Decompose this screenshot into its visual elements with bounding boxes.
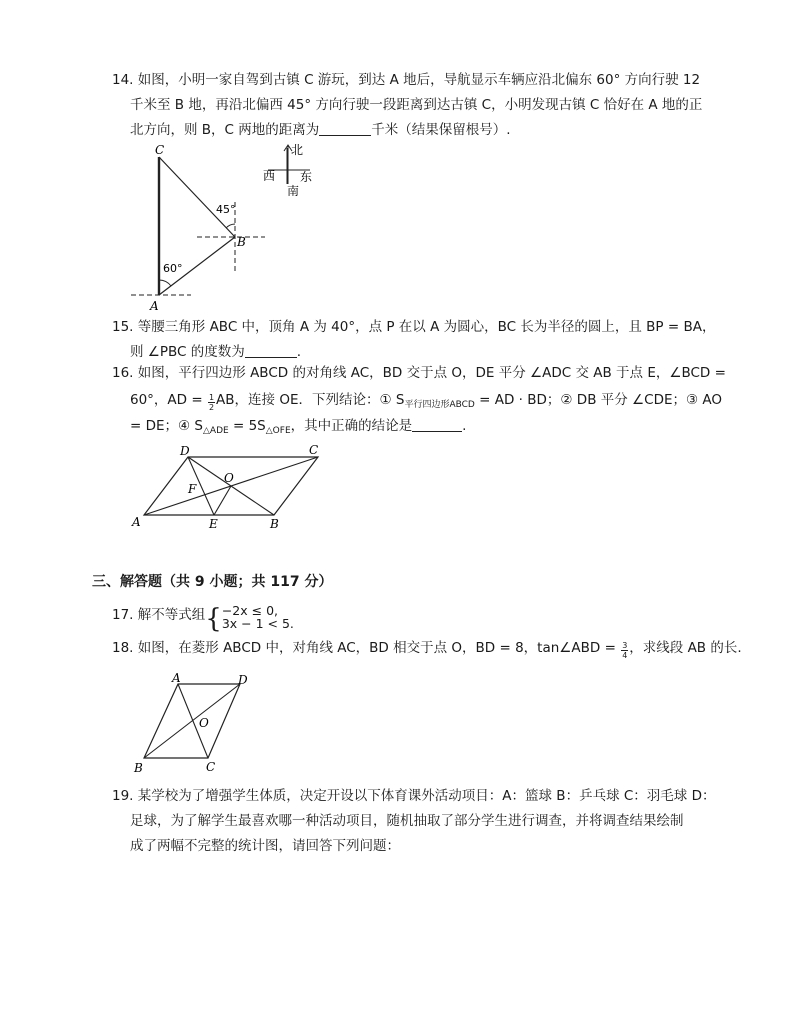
compass-icon [260, 140, 324, 200]
q16-frac-num: 1 [208, 393, 215, 402]
label-a: A [132, 515, 141, 529]
label-d: D [180, 444, 190, 458]
angle-45-label: 45° [216, 203, 236, 216]
q19-text-1: 某学校为了增强学生体质，决定开设以下体育课外活动项目：A：篮球 B：乒乓球 C：羽毛球 D： [137, 788, 716, 804]
label-o: O [199, 716, 209, 730]
label-b: B [134, 761, 143, 775]
q14-text-2: 千米至 B 地，再沿北偏西 45° 方向行驶一段距离到达古镇 C，小明发现古镇 C 恰好在 A 地的正 [130, 97, 703, 113]
q16-text-2b: AB，连接 OE．下列结论：① S [216, 392, 405, 408]
q16-fraction [208, 393, 215, 412]
q17-system [222, 604, 294, 630]
q18-text-a: 如图，在菱形 ABCD 中，对角线 AC，BD 相交于点 O，BD = 8，tan∠ABD = [137, 640, 621, 656]
q17-text: 解不等式组 [137, 607, 206, 623]
label-a: A [172, 671, 181, 685]
segment-cb [159, 157, 235, 237]
q16-line-2 [130, 390, 722, 415]
q16-sub-parallelogram: 平行四边形ABCD [404, 400, 475, 410]
q15-number: 15. [112, 319, 134, 335]
q17-number: 17. [112, 607, 134, 623]
q18-line [112, 638, 742, 660]
q16-text-3c: ，其中正确的结论是 [290, 418, 413, 434]
compass-south: 南 [287, 184, 300, 198]
q16-frac-den: 2 [208, 403, 215, 412]
compass-east: 东 [300, 170, 313, 184]
q18-figure [128, 670, 258, 776]
q15-text-2a: 则 ∠PBC 的度数为 [130, 344, 245, 360]
q16-number: 16. [112, 365, 134, 381]
q16-text-3a: = DE；④ S [130, 418, 203, 434]
q16-text-2c: = AD · BD；② DB 平分 ∠CDE；③ AO [474, 392, 723, 408]
q14-line-1 [112, 70, 700, 90]
q18-fraction [621, 641, 628, 660]
q15-text-2b: . [296, 344, 302, 360]
q16-line-3 [130, 416, 466, 441]
q19-line-1 [112, 786, 715, 806]
q14-text-3a: 北方向，则 B，C 两地的距离为 [130, 122, 320, 138]
label-c: C [309, 443, 319, 457]
q14-line-3 [130, 120, 511, 140]
label-e: E [209, 517, 218, 530]
q14-answer-blank[interactable] [319, 121, 371, 136]
q16-text-2a: 60°，AD = [130, 392, 207, 408]
diagonal-bd [144, 684, 240, 758]
label-b: B [270, 517, 279, 530]
q15-text-1: 等腰三角形 ABC 中，顶角 A 为 40°，点 P 在以 A 为圆心，BC 长为半径的圆上，且 BP = BA， [137, 319, 716, 335]
angle-arc-45 [226, 224, 235, 228]
q15-line-1 [112, 317, 715, 337]
q18-frac-den: 4 [622, 651, 628, 660]
label-d: D [238, 673, 248, 687]
label-b: B [237, 235, 246, 249]
label-c: C [206, 760, 216, 774]
q15-line-2 [130, 342, 301, 362]
q16-figure [128, 440, 338, 530]
q17-row-2: 3x − 1 < 5. [221, 616, 294, 631]
label-f: F [188, 482, 197, 496]
q17-line [112, 604, 294, 632]
q16-text-3b: = 5S [228, 418, 266, 434]
label-c: C [155, 143, 165, 157]
q18-frac-num: 3 [622, 641, 628, 650]
q19-text-2: 足球，为了解学生最喜欢哪一种活动项目，随机抽取了部分学生进行调查，并将调查结果绘制 [130, 813, 684, 829]
q17-brace: { [205, 604, 222, 634]
angle-arc-60 [159, 280, 171, 286]
q18-number: 18. [112, 640, 134, 656]
q16-text-1: 如图，平行四边形 ABCD 的对角线 AC，BD 交于点 O，DE 平分 ∠ADC 交 AB 于点 E，∠BCD = [137, 365, 726, 381]
q18-text-b: ，求线段 AB 的长. [629, 640, 742, 656]
q16-sub-ofe: △OFE [265, 426, 291, 436]
angle-60-label: 60° [163, 262, 183, 275]
q16-text-3d: . [462, 418, 467, 434]
q14-text-1: 如图，小明一家自驾到古镇 C 游玩，到达 A 地后，导航显示车辆应沿北偏东 60° 方向行驶 12 [137, 72, 701, 88]
q14-number: 14. [112, 72, 134, 88]
q16-sub-ade: △ADE [203, 426, 229, 436]
q19-number: 19. [112, 788, 134, 804]
section-title: 三、解答题（共 9 小题；共 117 分） [92, 574, 333, 590]
label-o: O [224, 471, 234, 485]
q16-answer-blank[interactable] [412, 417, 462, 432]
q16-line-1 [112, 363, 726, 383]
compass-north: 北 [291, 143, 304, 157]
q15-answer-blank[interactable] [245, 343, 297, 358]
q14-text-3b: 千米（结果保留根号）. [371, 122, 511, 138]
label-a: A [150, 299, 159, 313]
q17-row-1: −2x ≤ 0, [221, 603, 278, 618]
q19-text-3: 成了两幅不完整的统计图，请回答下列问题： [130, 838, 400, 854]
compass-west: 西 [263, 169, 276, 183]
